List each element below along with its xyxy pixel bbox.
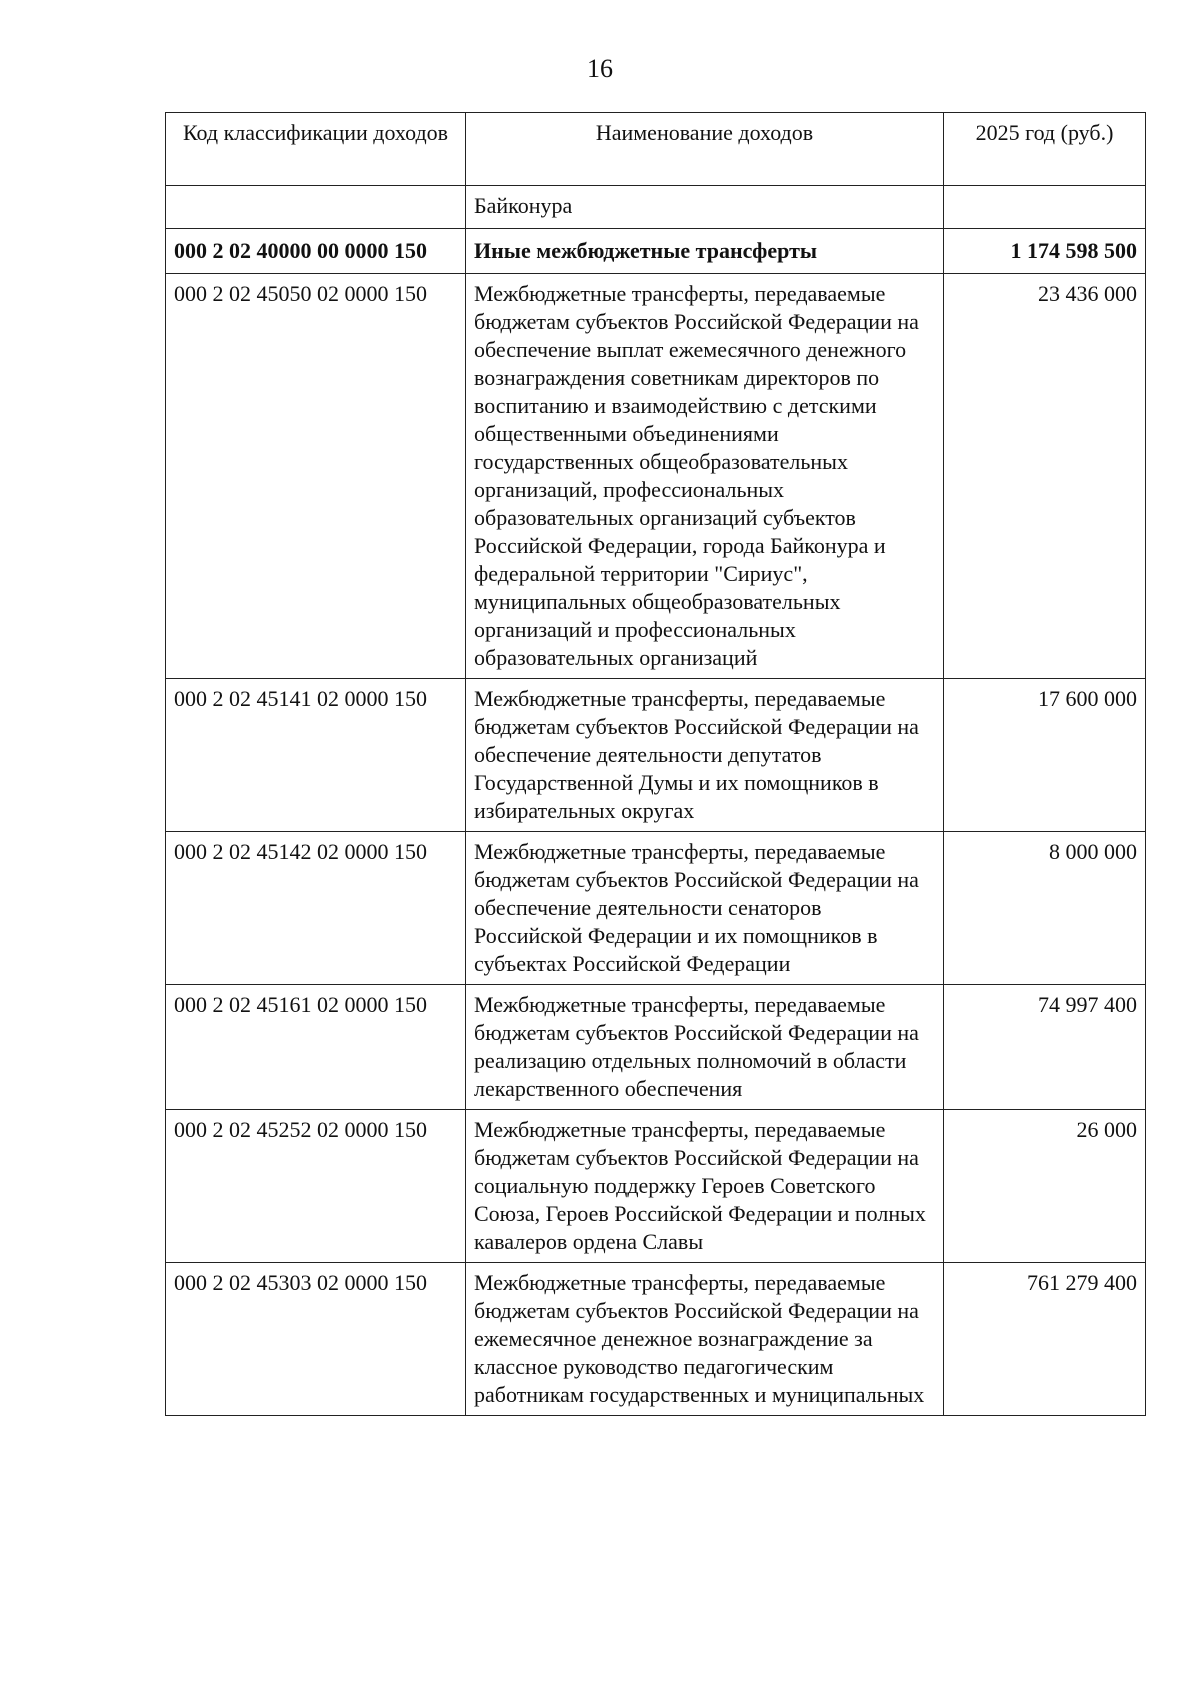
- cell-amount: 23 436 000: [944, 274, 1146, 679]
- cell-name: Межбюджетные трансферты, передаваемые бюджетам субъектов Российской Федерации на обеспечение деятельности депутатов Государственной Думы и их помощников в избирательных округах: [466, 679, 944, 832]
- table-row: [166, 1263, 1146, 1416]
- header-amount: 2025 год (руб.): [944, 113, 1146, 186]
- header-name: Наименование доходов: [466, 113, 944, 186]
- table-row: [166, 985, 1146, 1110]
- cell-amount: [944, 186, 1146, 229]
- table-row: [166, 832, 1146, 985]
- cell-name: Иные межбюджетные трансферты: [466, 229, 944, 274]
- page-number: 16: [587, 54, 613, 83]
- cell-code: 000 2 02 45141 02 0000 150: [166, 679, 466, 832]
- cell-name: Межбюджетные трансферты, передаваемые бюджетам субъектов Российской Федерации на социальную поддержку Героев Советского Союза, Героев Российской Федерации и полных кавалеров ордена Славы: [466, 1110, 944, 1263]
- cell-code: 000 2 02 45161 02 0000 150: [166, 985, 466, 1110]
- cell-name: Межбюджетные трансферты, передаваемые бюджетам субъектов Российской Федерации на обеспечение выплат ежемесячного денежного вознаграждения советникам директоров по воспитанию и взаимодействию с детскими общественными объединениями государственных общеобразовательных организаций, профессиональных образовательных организаций субъектов Российской Федерации, города Байконура и федеральной территории "Сириус", муниципальных общеобразовательных организаций и профессиональных образовательных организаций: [466, 274, 944, 679]
- continuation-row: [166, 186, 1146, 229]
- cell-amount: 1 174 598 500: [944, 229, 1146, 274]
- cell-amount: 761 279 400: [944, 1263, 1146, 1416]
- cell-amount: 74 997 400: [944, 985, 1146, 1110]
- header-code: Код классификации доходов: [166, 113, 466, 186]
- cell-name: Межбюджетные трансферты, передаваемые бюджетам субъектов Российской Федерации на ежемесячное денежное вознаграждение за классное руководство педагогическим работникам государственных и муниципальных: [466, 1263, 944, 1416]
- cell-code: 000 2 02 45142 02 0000 150: [166, 832, 466, 985]
- cell-name: Байконура: [466, 186, 944, 229]
- cell-code: 000 2 02 45050 02 0000 150: [166, 274, 466, 679]
- table-row: [166, 229, 1146, 274]
- cell-name: Межбюджетные трансферты, передаваемые бюджетам субъектов Российской Федерации на реализацию отдельных полномочий в области лекарственного обеспечения: [466, 985, 944, 1110]
- table-row: [166, 1110, 1146, 1263]
- table-header-row: [166, 113, 1146, 186]
- cell-code: 000 2 02 45252 02 0000 150: [166, 1110, 466, 1263]
- cell-amount: 17 600 000: [944, 679, 1146, 832]
- cell-amount: 8 000 000: [944, 832, 1146, 985]
- cell-code: [166, 186, 466, 229]
- cell-code: 000 2 02 40000 00 0000 150: [166, 229, 466, 274]
- cell-amount: 26 000: [944, 1110, 1146, 1263]
- table-row: [166, 274, 1146, 679]
- income-table: [165, 112, 1146, 1416]
- cell-name: Межбюджетные трансферты, передаваемые бюджетам субъектов Российской Федерации на обеспечение деятельности сенаторов Российской Федерации и их помощников в субъектах Российской Федерации: [466, 832, 944, 985]
- cell-code: 000 2 02 45303 02 0000 150: [166, 1263, 466, 1416]
- table-row: [166, 679, 1146, 832]
